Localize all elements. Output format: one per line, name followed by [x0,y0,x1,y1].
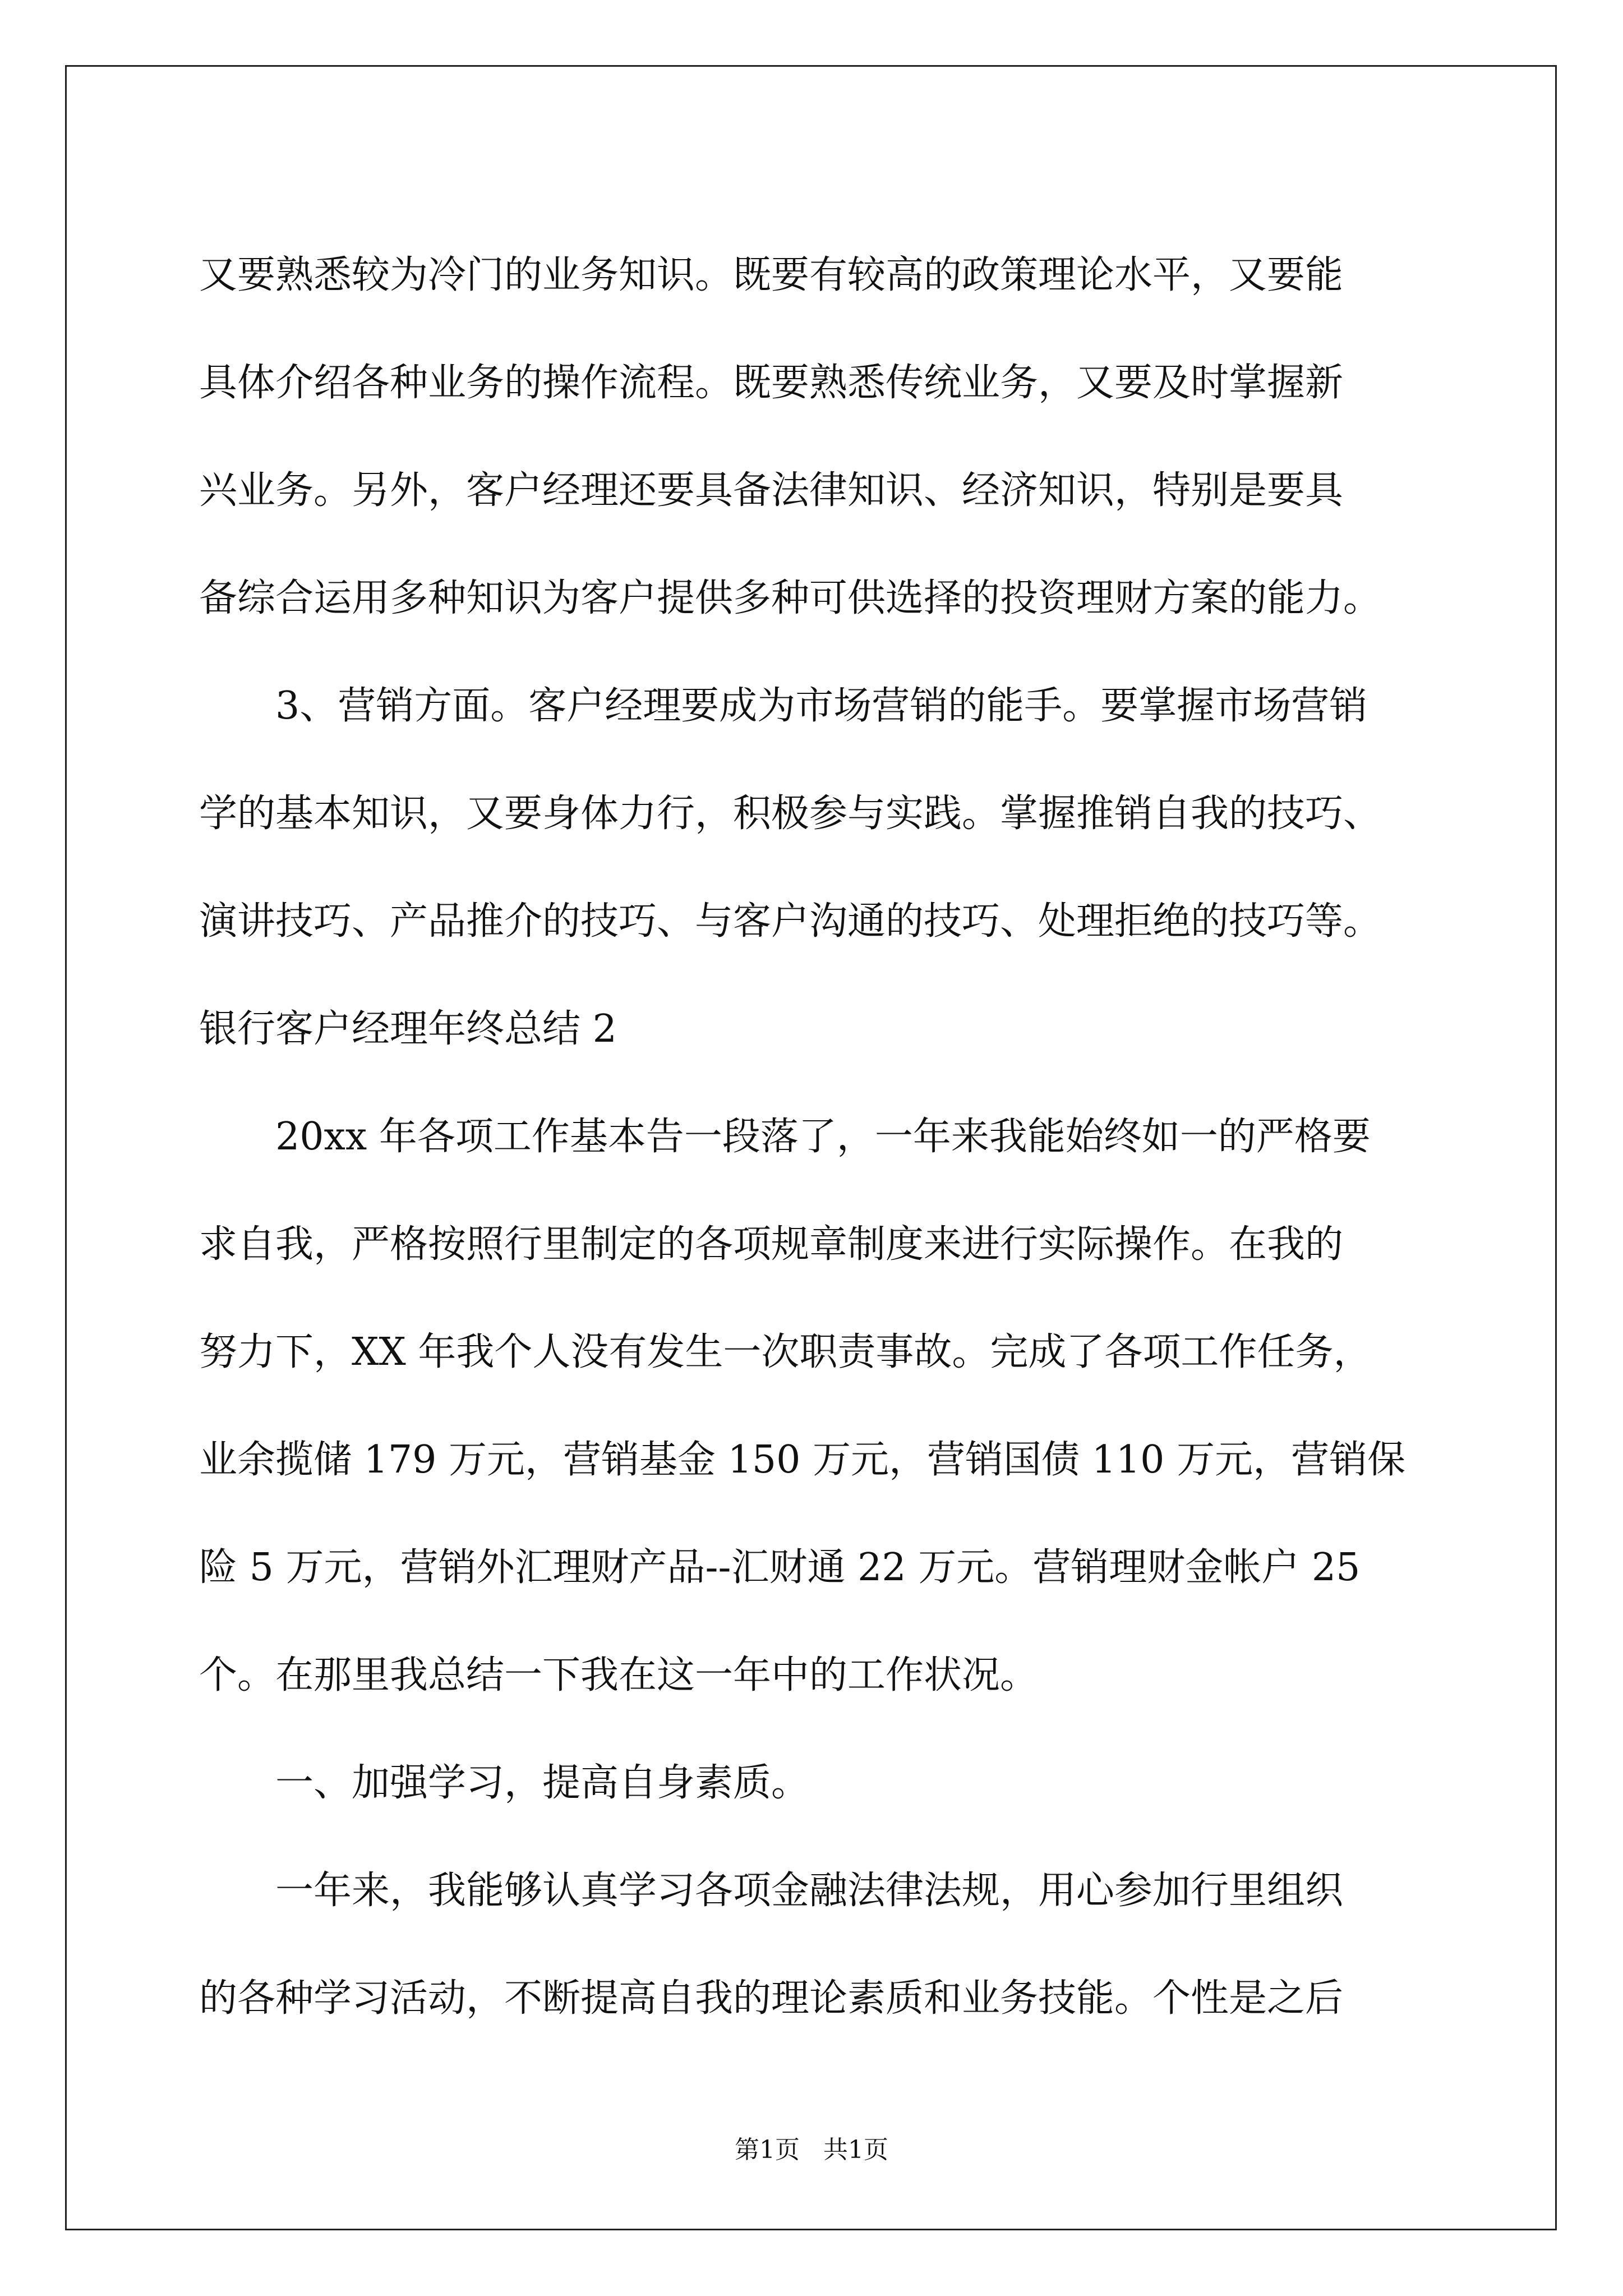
text-line: 的各种学习活动，不断提高自我的理论素质和业务技能。个性是之后 [199,1976,1344,2021]
text-line: 求自我，严格按照行里制定的各项规章制度来进行实际操作。在我的 [199,1222,1344,1267]
text-line: 备综合运用多种知识为客户提供多种可供选择的投资理财方案的能力。 [199,576,1382,620]
text-line: 个。在那里我总结一下我在这一年中的工作状况。 [199,1653,1039,1697]
section-heading: 银行客户经理年终总结 2 [199,1007,617,1051]
text-line: 险 5 万元，营销外汇理财产品--汇财通 22 万元。营销理财金帐户 25 [199,1545,1361,1590]
text-line: 具体介绍各种业务的操作流程。既要熟悉传统业务，又要及时掌握新 [199,361,1344,405]
text-line: 又要熟悉较为冷门的业务知识。既要有较高的政策理论水平，又要能 [199,253,1344,297]
text-line: 学的基本知识，又要身体力行，积极参与实践。掌握推销自我的技巧、 [199,792,1382,836]
text-line: 业余揽储 179 万元，营销基金 150 万元，营销国债 110 万元，营销保 [199,1438,1406,1482]
text-line: 努力下，XX 年我个人没有发生一次职责事故。完成了各项工作任务， [199,1330,1372,1374]
paragraph-start: 20xx 年各项工作基本告一段落了，一年来我能始终如一的严格要 [275,1115,1371,1159]
paragraph-start: 3、营销方面。客户经理要成为市场营销的能手。要掌握市场营销 [275,684,1368,728]
text-line: 兴业务。另外，客户经理还要具备法律知识、经济知识，特别是要具 [199,468,1344,513]
document-body [199,222,1433,2053]
page-footer: 第1页 共1页 [735,2136,888,2164]
subsection-heading: 一、加强学习，提高自身素质。 [275,1761,810,1805]
paragraph-start: 一年来，我能够认真学习各项金融法律法规，用心参加行里组织 [275,1869,1344,1913]
text-line: 演讲技巧、产品推介的技巧、与客户沟通的技巧、处理拒绝的技巧等。 [199,899,1382,944]
